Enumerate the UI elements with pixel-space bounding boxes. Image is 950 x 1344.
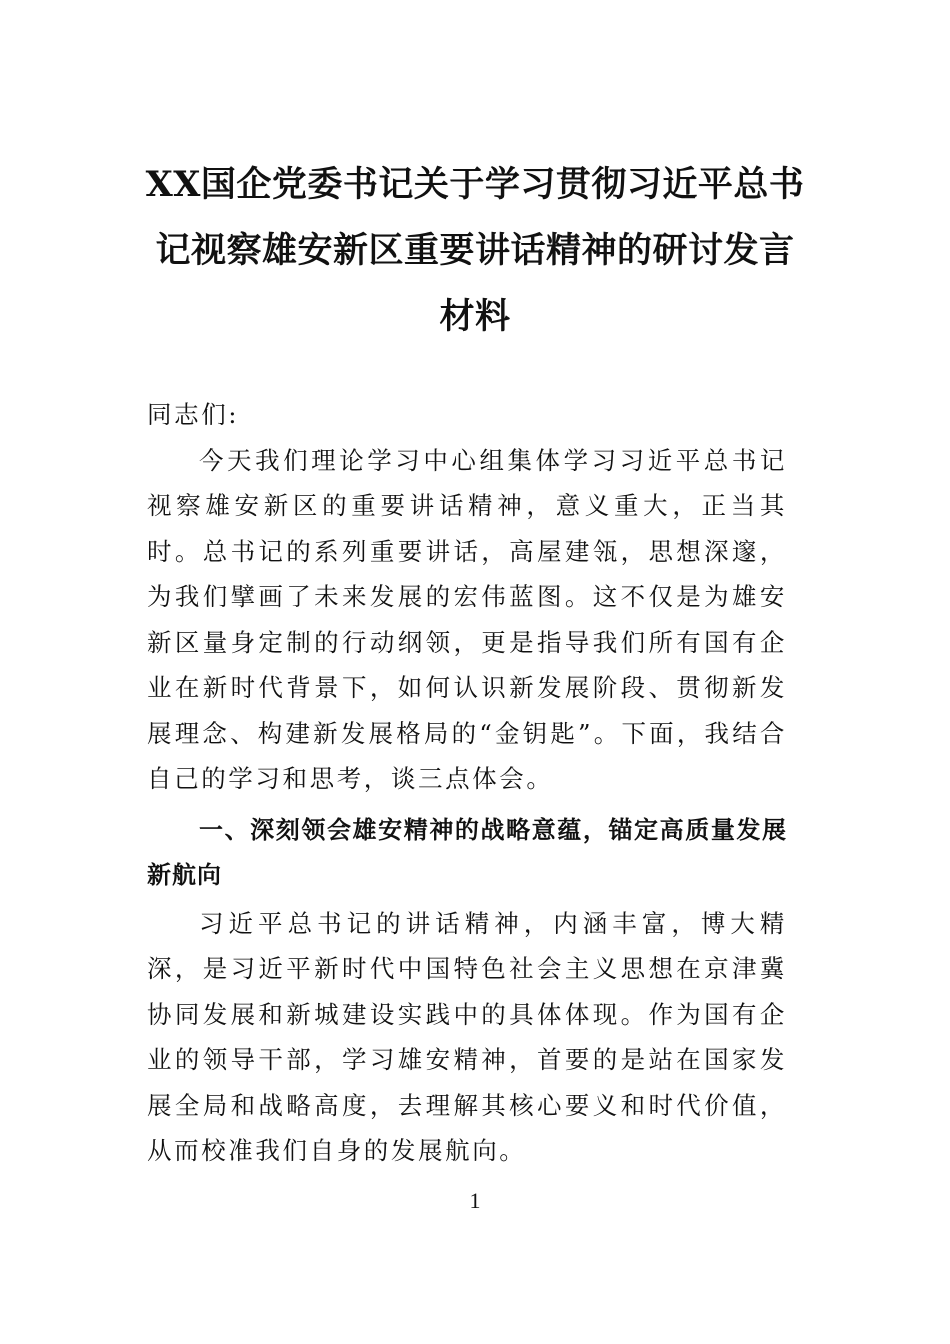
salutation: 同志们: (147, 400, 240, 429)
section-heading: 一、深刻领会雄安精神的战略意蕴，锚定高质量发展新航向 (147, 815, 787, 889)
section-paragraph: 习近平总书记的讲话精神，内涵丰富，博大精深，是习近平新时代中国特色社会主义思想在京津冀协同发展和新城建设实践中的具体体现。作为国有企业的领导干部，学习雄安精神，首要的是站在国家发展全局和战略高度，去理解其核心要义和时代价值，从而校准我们自身的发展航向。 (147, 908, 787, 1165)
document-body (147, 392, 787, 1174)
page-number: 1 (469, 1188, 481, 1213)
intro-paragraph: 今天我们理论学习中心组集体学习习近平总书记视察雄安新区的重要讲话精神，意义重大，正当其时。总书记的系列重要讲话，高屋建瓴，思想深邃，为我们擘画了未来发展的宏伟蓝图。这不仅是为雄安新区量身定制的行动纲领，更是指导我们所有国有企业在新时代背景下，如何认识新发展阶段、贯彻新发展理念、构建新发展格局的“金钥匙”。下面，我结合自己的学习和思考，谈三点体会。 (147, 445, 787, 793)
title-line-1: XX国企党委书记关于学习贯彻习近平总书 (145, 164, 805, 205)
title-line-3: 材料 (439, 296, 511, 337)
document-title (140, 152, 810, 350)
title-line-2: 记视察雄安新区重要讲话精神的研讨发言 (155, 230, 795, 271)
